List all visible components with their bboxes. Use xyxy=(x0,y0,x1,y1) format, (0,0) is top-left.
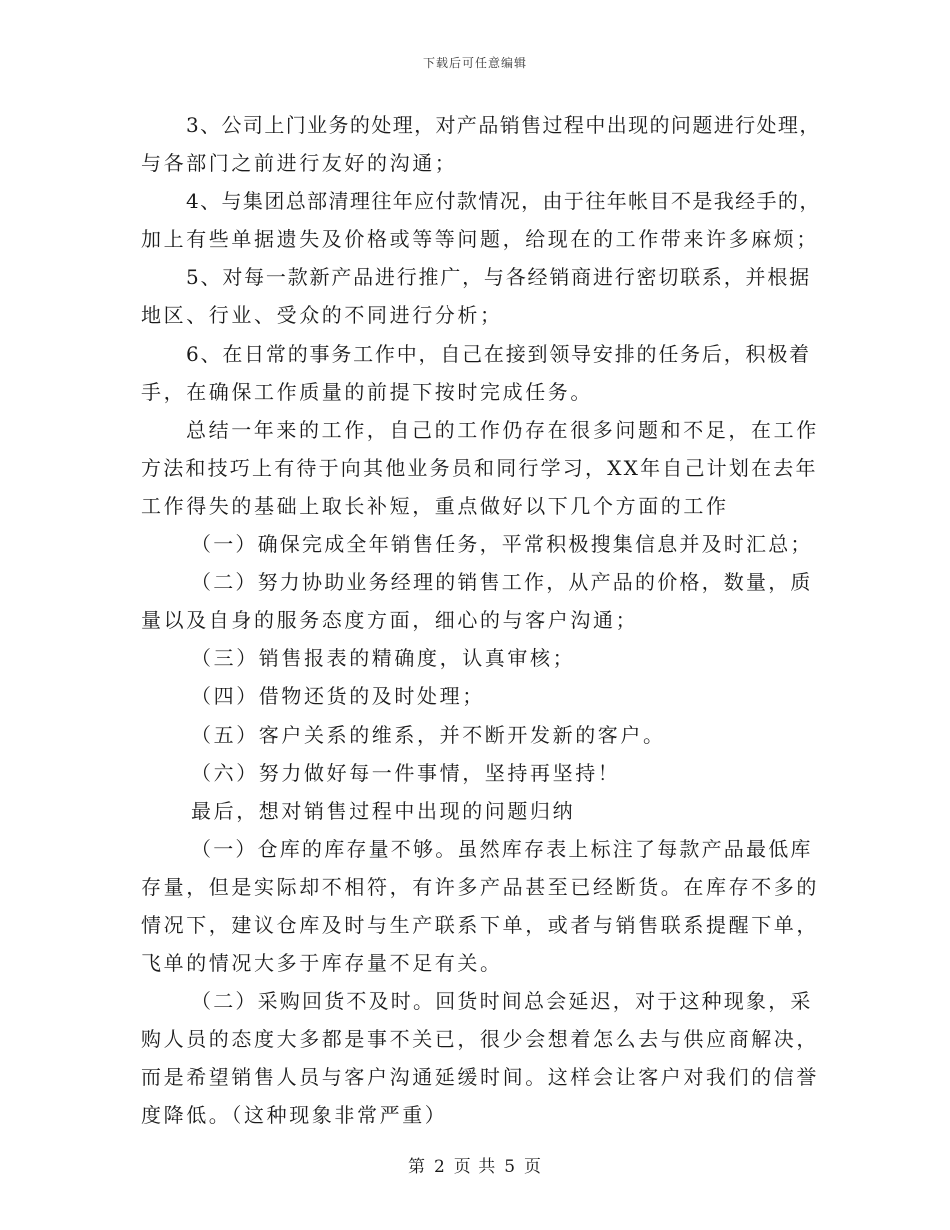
list-item-line: （二）努力协助业务经理的销售工作，从产品的价格，数量，质 xyxy=(191,570,813,595)
paragraph-line: 飞单的情况大多于库存量不足有关。 xyxy=(141,951,503,976)
paragraph-line: 购人员的态度大多都是事不关已，很少会想着怎么去与供应商解决， xyxy=(141,1027,819,1052)
paragraph-line: 而是希望销售人员与客户沟通延缓时间。这样会让客户对我们的信誉 xyxy=(141,1065,819,1090)
paragraph-line: 工作得失的基础上取长补短，重点做好以下几个方面的工作 xyxy=(141,493,729,518)
page-footer xyxy=(0,1152,950,1177)
paragraph-line: 度降低。（这种现象非常严重） xyxy=(141,1103,448,1128)
footer-suffix: 页 xyxy=(524,1157,543,1177)
list-item-line: （一）仓库的库存量不够。虽然库存表上标注了每款产品最低库 xyxy=(191,836,813,861)
paragraph-line: 与各部门之前进行友好的沟通； xyxy=(141,151,458,176)
paragraph-line: 存量，但是实际却不相符，有许多产品甚至已经断货。在库存不多的 xyxy=(141,874,819,899)
paragraph-line: 5、对每一款新产品进行推广，与各经销商进行密切联系，并根据 xyxy=(186,265,811,290)
footer-prefix: 第 xyxy=(407,1157,426,1177)
paragraph-line: 量以及自身的服务态度方面，细心的与客户沟通； xyxy=(141,608,639,633)
document-body xyxy=(141,106,821,1135)
footer-middle: 页 共 xyxy=(453,1157,497,1177)
list-item-line: （二）采购回货不及时。回货时间总会延迟，对于这种现象，采 xyxy=(191,989,813,1014)
paragraph-line: 情况下，建议仓库及时与生产联系下单，或者与销售联系提醒下单， xyxy=(141,912,819,937)
paragraph-line: 地区、行业、受众的不同进行分析； xyxy=(141,303,503,328)
paragraph-line: 最后，想对销售过程中出现的问题归纳 xyxy=(191,798,576,823)
list-item-line: （三）销售报表的精确度，认真审核； xyxy=(191,646,576,671)
paragraph-line: 手，在确保工作质量的前提下按时完成任务。 xyxy=(141,379,593,404)
list-item-line: （四）借物还货的及时处理； xyxy=(191,684,485,709)
list-item-line: （一）确保完成全年销售任务，平常积极搜集信息并及时汇总； xyxy=(191,532,813,557)
page-header: 下载后可任意编辑 xyxy=(422,56,527,70)
total-pages: 5 xyxy=(504,1157,517,1177)
list-item-line: （六）努力做好每一件事情，坚持再坚持！ xyxy=(191,760,621,785)
page-number: 2 xyxy=(433,1157,446,1177)
paragraph-line: 3、公司上门业务的处理，对产品销售过程中出现的问题进行处理， xyxy=(186,113,821,137)
paragraph-line: 方法和技巧上有待于向其他业务员和同行学习，XX年自己计划在去年 xyxy=(141,455,818,480)
list-item-line: （五）客户关系的维系，并不断开发新的客户。 xyxy=(191,722,666,747)
paragraph-line: 总结一年来的工作，自己的工作仍存在很多问题和不足，在工作 xyxy=(186,417,819,442)
paragraph-line: 4、与集团总部清理往年应付款情况，由于往年帐目不是我经手的， xyxy=(186,189,821,214)
paragraph-line: 加上有些单据遗失及价格或等等问题，给现在的工作带来许多麻烦； xyxy=(141,227,819,252)
paragraph-line: 6、在日常的事务工作中，自己在接到领导安排的任务后，积极着 xyxy=(186,341,811,366)
